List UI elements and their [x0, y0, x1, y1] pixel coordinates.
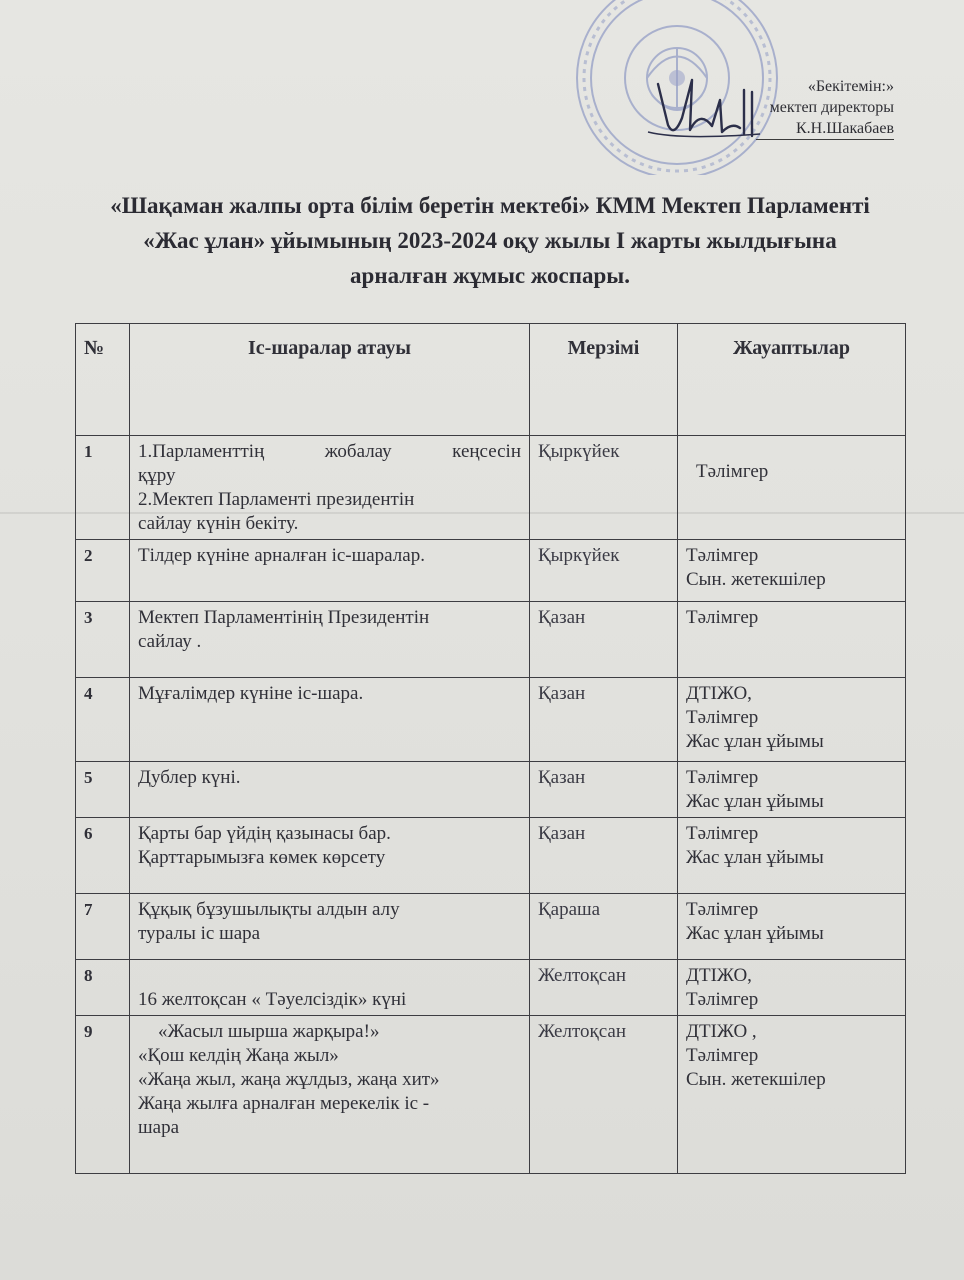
responsible-line: Тәлімгер	[696, 461, 769, 482]
row-number: 4	[76, 678, 130, 762]
row-responsible	[678, 540, 906, 602]
responsible-line: Тәлімгер	[686, 767, 759, 788]
table-row	[76, 894, 906, 960]
event-line: Тілдер күніне арналған іс-шаралар.	[138, 545, 425, 566]
responsible-line: Сын. жетекшілер	[686, 569, 826, 590]
responsible-line: Тәлімгер	[686, 545, 759, 566]
row-date: Қыркүйек	[530, 436, 678, 540]
event-line: Қарттарымызға көмек көрсету	[138, 847, 386, 868]
row-event	[130, 602, 530, 678]
event-line: «Қош келдің Жаңа жыл»	[138, 1045, 339, 1066]
row-number: 7	[76, 894, 130, 960]
row-responsible	[678, 436, 906, 540]
row-date: Желтоқсан	[530, 960, 678, 1016]
table-row	[76, 818, 906, 894]
row-date: Қараша	[530, 894, 678, 960]
header-date: Мерзімі	[530, 324, 678, 436]
event-line: Мұғалімдер күніне іс-шара.	[138, 683, 364, 704]
row-event	[130, 436, 530, 540]
responsible-line: Тәлімгер	[686, 707, 759, 728]
table-row	[76, 1016, 906, 1174]
event-line: сайлау .	[138, 631, 202, 652]
row-date: Қазан	[530, 678, 678, 762]
table-header-row	[76, 324, 906, 436]
row-responsible	[678, 762, 906, 818]
responsible-line: Тәлімгер	[686, 989, 759, 1010]
row-event	[130, 1016, 530, 1174]
row-event	[130, 678, 530, 762]
table-row	[76, 762, 906, 818]
row-event	[130, 818, 530, 894]
row-number: 3	[76, 602, 130, 678]
responsible-line: ДТІЖО ,	[686, 1021, 757, 1042]
responsible-line: Жас ұлан ұйымы	[686, 791, 824, 812]
row-responsible	[678, 960, 906, 1016]
row-date: Желтоқсан	[530, 1016, 678, 1174]
event-line: туралы іс шара	[138, 923, 261, 944]
responsible-line: Жас ұлан ұйымы	[686, 923, 824, 944]
row-number: 8	[76, 960, 130, 1016]
event-line: құру	[138, 465, 176, 486]
responsible-line: Жас ұлан ұйымы	[686, 731, 824, 752]
approval-heading: «Бекітемін:»	[807, 78, 894, 95]
row-number: 9	[76, 1016, 130, 1174]
event-line: Дублер күні.	[138, 767, 241, 788]
row-date: Қазан	[530, 762, 678, 818]
approval-position: мектеп директоры	[769, 99, 894, 116]
row-event	[130, 540, 530, 602]
responsible-line: Сын. жетекшілер	[686, 1069, 826, 1090]
row-event	[130, 960, 530, 1016]
row-number: 6	[76, 818, 130, 894]
event-line: сайлау күнін бекіту.	[138, 513, 299, 534]
document-title: «Шақаман жалпы орта білім беретін мектебі» КММ Мектеп Парламенті «Жас ұлан» ұйымының 2023-2024 оқу жылы І жарты жылдығына арналған жұмыс жоспары.	[110, 193, 870, 288]
row-responsible	[678, 602, 906, 678]
approval-block	[756, 76, 894, 140]
row-event	[130, 762, 530, 818]
row-number: 1	[76, 436, 130, 540]
row-date: Қазан	[530, 818, 678, 894]
event-line: 2.Мектеп Парламенті президентін	[138, 489, 415, 510]
header-responsible: Жауаптылар	[678, 324, 906, 436]
event-line: шара	[138, 1117, 179, 1138]
director-signature	[640, 70, 770, 150]
work-plan-table	[75, 323, 906, 1174]
responsible-line: Жас ұлан ұйымы	[686, 847, 824, 868]
row-date: Қыркүйек	[530, 540, 678, 602]
responsible-line: Тәлімгер	[686, 899, 759, 920]
event-line: 1.Парламенттің жобалау кеңсесін	[138, 441, 521, 462]
responsible-line: Тәлімгер	[686, 823, 759, 844]
table-row	[76, 602, 906, 678]
event-line: Құқық бұзушылықты алдын алу	[138, 899, 400, 920]
row-number: 2	[76, 540, 130, 602]
row-event	[130, 894, 530, 960]
event-line: «Жасыл шырша жарқыра!»	[158, 1021, 380, 1042]
row-responsible	[678, 1016, 906, 1174]
row-responsible	[678, 678, 906, 762]
header-event: Іс-шаралар атауы	[130, 324, 530, 436]
responsible-line: Тәлімгер	[686, 1045, 759, 1066]
approval-director-name: К.Н.Шакабаев	[756, 118, 894, 140]
row-responsible	[678, 818, 906, 894]
event-line: Қарты бар үйдің қазынасы бар.	[138, 823, 391, 844]
event-line: 16 желтоқсан « Тәуелсіздік» күні	[138, 989, 407, 1010]
row-responsible	[678, 894, 906, 960]
responsible-line: Тәлімгер	[686, 607, 759, 628]
event-line: «Жаңа жыл, жаңа жұлдыз, жаңа хит»	[138, 1069, 440, 1090]
row-number: 5	[76, 762, 130, 818]
header-number: №	[76, 324, 130, 436]
table-row	[76, 436, 906, 540]
event-line: Мектеп Парламентінің Президентін	[138, 607, 430, 628]
table-row	[76, 960, 906, 1016]
row-date: Қазан	[530, 602, 678, 678]
responsible-line: ДТІЖО,	[686, 683, 752, 704]
table-row	[76, 540, 906, 602]
event-line: Жаңа жылға арналған мерекелік іс -	[138, 1093, 430, 1114]
table-row	[76, 678, 906, 762]
responsible-line: ДТІЖО,	[686, 965, 752, 986]
